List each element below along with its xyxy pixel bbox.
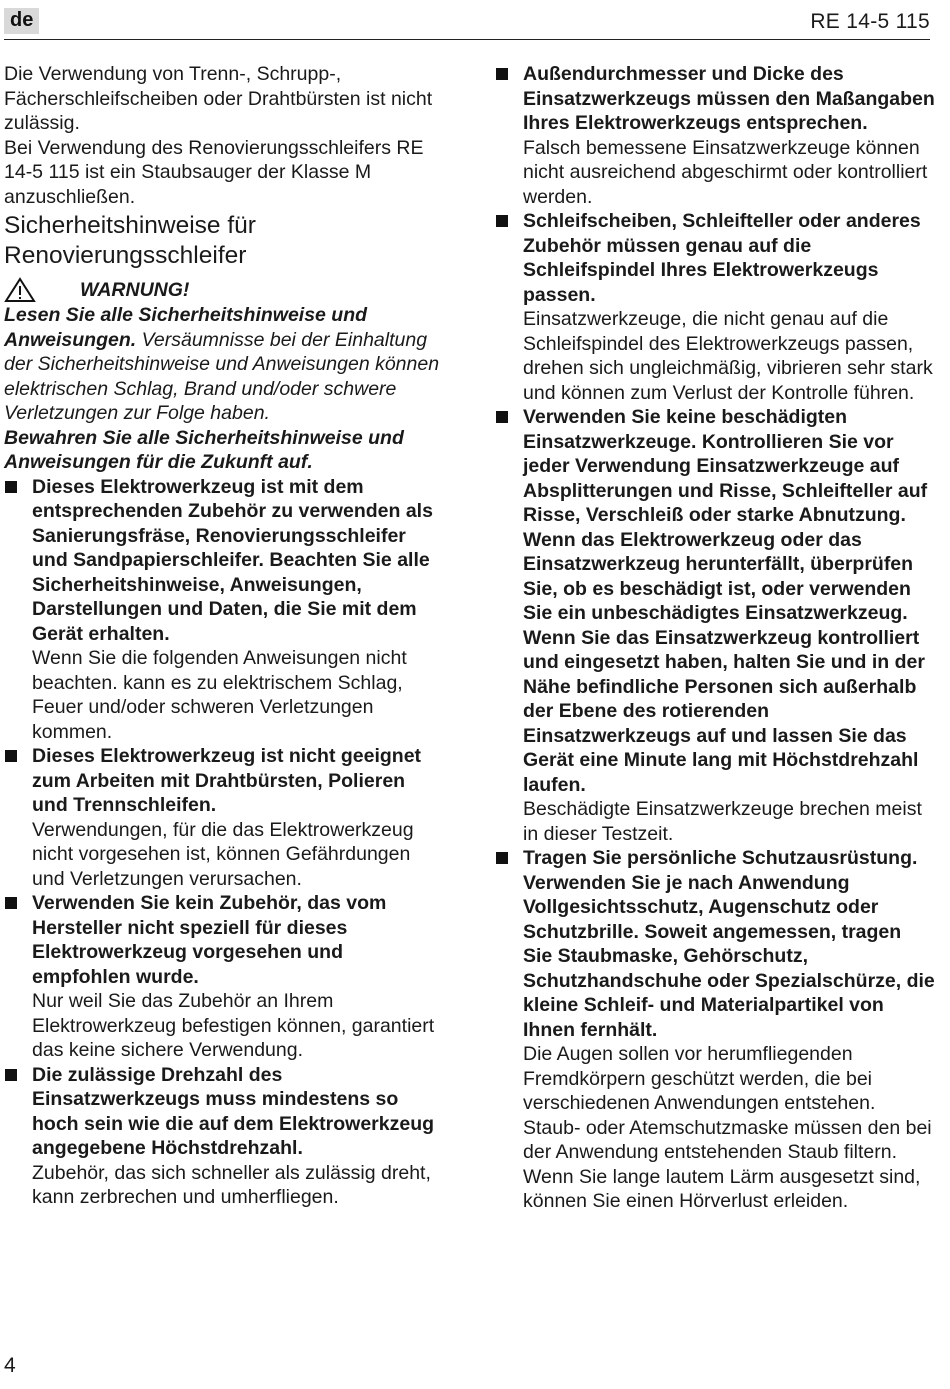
square-bullet-icon bbox=[496, 852, 508, 864]
header-rule bbox=[4, 39, 930, 40]
language-badge: de bbox=[4, 8, 39, 34]
list-item-bold: Die zulässige Drehzahl des Einsatzwerkzeugs muss mindestens so hoch sein wie die auf dem Elektrowerkzeug angegebene Höchstdrehzahl. bbox=[32, 1063, 435, 1159]
warning-triangle-icon bbox=[4, 277, 36, 303]
square-bullet-icon bbox=[5, 1069, 17, 1081]
list-item bbox=[4, 1063, 446, 1210]
square-bullet-icon bbox=[5, 897, 17, 909]
list-item-bold: Schleifscheiben, Schleifteller oder anderes Zubehör müssen genau auf die Schleifspindel Ihres Elektrowerkzeugs passen. bbox=[523, 210, 921, 306]
list-item-text: Verwendungen, für die das Elektrowerkzeug nicht vorgesehen ist, können Gefährdungen und Verletzungen verursachen. bbox=[32, 818, 414, 890]
square-bullet-icon bbox=[5, 481, 17, 493]
square-bullet-icon bbox=[5, 750, 17, 762]
warning-bold-1: Lesen Sie alle Sicherheitshinweise und Anweisungen. bbox=[4, 304, 368, 351]
warning-keep bbox=[4, 426, 446, 475]
list-item-bold: Verwenden Sie keine beschädigten Einsatzwerkzeuge. Kontrollieren Sie vor jeder Verwendung Einsatzwerkzeuge auf Absplitterungen und Risse, Schleifteller auf Risse, Verschleiß oder starke Abnutzung. Wenn das Elektrowerkzeug oder das Einsatzwerkzeug herunterfällt, überprüfen Sie, ob es beschädigt ist, oder verwenden Sie ein unbeschädigtes Einsatzwerkzeug. Wenn Sie das Einsatzwerkzeug kontrolliert und eingesetzt haben, halten Sie und in der Nähe befindliche Personen sich außerhalb der Ebene des rotierenden Einsatzwerkzeugs auf und lassen Sie das Gerät eine Minute lang mit Höchstdrehzahl laufen. bbox=[523, 406, 928, 796]
warning-title: WARNUNG! bbox=[80, 279, 190, 301]
right-column bbox=[495, 62, 935, 1214]
list-item-bold: Verwenden Sie kein Zubehör, das vom Hersteller nicht speziell für dieses Elektrowerkzeug vorgesehen und empfohlen wurde. bbox=[32, 892, 387, 988]
list-item bbox=[4, 475, 446, 745]
list-item-bold: Tragen Sie persönliche Schutzausrüstung. Verwenden Sie je nach Anwendung Vollgesichtsschutz, Augenschutz oder Schutzbrille. Soweit angemessen, tragen Sie Staubmaske, Gehörschutz, Schutzhandschuhe oder Spezialschürze, die kleine Schleif- und Materialpartikel von Ihnen fernhält. bbox=[523, 847, 935, 1041]
list-item-text: Zubehör, das sich schneller als zulässig dreht, kann zerbrechen und umherfliegen. bbox=[32, 1161, 431, 1208]
list-item bbox=[495, 846, 935, 1214]
list-item-text: Nur weil Sie das Zubehör an Ihrem Elektrowerkzeug befestigen können, garantiert das keine sichere Verwendung. bbox=[32, 990, 435, 1061]
square-bullet-icon bbox=[496, 411, 508, 423]
list-item-text: Beschädigte Einsatzwerkzeuge brechen meist in dieser Testzeit. bbox=[523, 798, 922, 845]
intro-paragraph-1: Die Verwendung von Trenn-, Schrupp-, Fächerschleifscheiben oder Drahtbürsten ist nicht zulässig. bbox=[4, 63, 433, 134]
list-item-bold: Außendurchmesser und Dicke des Einsatzwerkzeugs müssen den Maßangaben Ihres Elektrowerkzeugs entsprechen. bbox=[523, 63, 935, 134]
warning-bold-2: Bewahren Sie alle Sicherheitshinweise und Anweisungen für die Zukunft auf. bbox=[4, 426, 404, 473]
model-number: RE 14-5 115 bbox=[810, 10, 930, 33]
list-item-text: Die Augen sollen vor herumfliegenden Fremdkörpern geschützt werden, die bei verschiedenen Anwendungen entstehen. Staub- oder Atemschutzmaske müssen den bei der Anwendung entstehenden Staub filtern. Wenn Sie lange lautem Lärm ausgesetzt sind, können Sie einen Hörverlust erleiden. bbox=[523, 1043, 932, 1212]
list-item bbox=[495, 62, 935, 209]
section-heading: Sicherheitshinweise für Renovierungsschleifer bbox=[4, 212, 256, 269]
list-item-bold: Dieses Elektrowerkzeug ist mit dem entsprechenden Zubehör zu verwenden als Sanierungsfräse, Renovierungsschleifer und Sandpapierschleifer. Beachten Sie alle Sicherheitshinweise, Anweisungen, Darstellungen und Daten, die Sie mit dem Gerät erhalten. bbox=[32, 475, 433, 645]
list-item-text: Falsch bemessene Einsatzwerkzeuge können nicht ausreichend abgeschirmt oder kontrolliert werden. bbox=[523, 136, 928, 208]
left-column bbox=[4, 62, 446, 1210]
list-item bbox=[495, 405, 935, 846]
list-item-text: Wenn Sie die folgenden Anweisungen nicht beachten. kann es zu elektrischem Schlag, Feuer und/oder schweren Verletzungen kommen. bbox=[32, 647, 407, 743]
list-item-text: Einsatzwerkzeuge, die nicht genau auf die Schleifspindel des Elektrowerkzeugs passen, drehen sich ungleichmäßig, vibrieren sehr stark und können zum Verlust der Kontrolle führen. bbox=[523, 308, 933, 404]
warning-header bbox=[4, 277, 446, 303]
list-item bbox=[495, 209, 935, 405]
square-bullet-icon bbox=[496, 68, 508, 80]
page-number: 4 bbox=[4, 1354, 16, 1377]
warning-body bbox=[4, 303, 446, 426]
list-item bbox=[4, 744, 446, 891]
list-item bbox=[4, 891, 446, 1063]
list-item-bold: Dieses Elektrowerkzeug ist nicht geeignet zum Arbeiten mit Drahtbürsten, Polieren und Trennschleifen. bbox=[32, 745, 422, 816]
intro-paragraph-2: Bei Verwendung des Renovierungsschleifers RE 14-5 115 ist ein Staubsauger der Klasse M anzuschließen. bbox=[4, 136, 424, 208]
square-bullet-icon bbox=[496, 215, 508, 227]
warning-text: Versäumnisse bei der Einhaltung der Sicherheitshinweise und Anweisungen können elektrischen Schlag, Brand und/oder schwere Verletzungen zur Folge haben. bbox=[4, 328, 440, 424]
